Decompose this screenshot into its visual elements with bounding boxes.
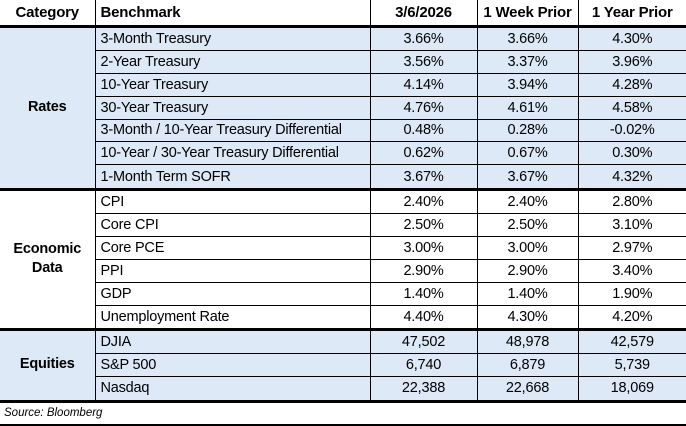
value-year-prior: -0.02% [578,119,686,142]
value-week-prior: 4.30% [477,305,578,329]
benchmark-cell: 2-Year Treasury [95,50,370,73]
value-current: 3.66% [370,26,477,50]
table-row [0,96,686,119]
table-row [0,236,686,259]
value-current: 0.62% [370,142,477,165]
value-year-prior: 4.30% [578,26,686,50]
value-year-prior: 3.96% [578,50,686,73]
benchmark-cell: S&P 500 [95,354,370,377]
value-week-prior: 48,978 [477,329,578,353]
table-row [0,377,686,401]
value-year-prior: 2.80% [578,189,686,213]
column-header-benchmark: Benchmark [95,0,370,26]
column-header-current-date: 3/6/2026 [370,0,477,26]
table-row [0,50,686,73]
table-row [0,142,686,165]
column-header-category: Category [15,3,79,21]
benchmark-cell: 10-Year Treasury [95,73,370,96]
value-year-prior: 4.32% [578,165,686,189]
value-week-prior: 2.90% [477,259,578,282]
category-cell-economic-data: Economic Data [0,189,95,329]
benchmark-cell: 3-Month Treasury [95,26,370,50]
benchmark-cell: 1-Month Term SOFR [95,165,370,189]
value-current: 3.56% [370,50,477,73]
value-year-prior: 3.10% [578,213,686,236]
value-week-prior: 3.37% [477,50,578,73]
value-week-prior: 3.66% [477,26,578,50]
table-row [0,26,686,50]
value-year-prior: 4.58% [578,96,686,119]
value-current: 6,740 [370,354,477,377]
value-week-prior: 6,879 [477,354,578,377]
value-year-prior: 18,069 [578,377,686,401]
table-row [0,305,686,329]
value-year-prior: 0.30% [578,142,686,165]
value-year-prior: 4.28% [578,73,686,96]
benchmark-cell: Core CPI [95,213,370,236]
table-row [0,73,686,96]
value-week-prior: 3.00% [477,236,578,259]
value-week-prior: 22,668 [477,377,578,401]
table-header-row [0,0,686,26]
benchmark-cell: DJIA [95,329,370,353]
table-row [0,213,686,236]
table-row [0,119,686,142]
table-row [0,282,686,305]
benchmark-cell: Core PCE [95,236,370,259]
value-year-prior: 4.20% [578,305,686,329]
benchmark-cell: 30-Year Treasury [95,96,370,119]
source-row [0,401,686,425]
table-row [0,329,686,353]
value-year-prior: 42,579 [578,329,686,353]
value-week-prior: 1.40% [477,282,578,305]
value-year-prior: 5,739 [578,354,686,377]
table-row [0,354,686,377]
value-current: 3.00% [370,236,477,259]
value-current: 47,502 [370,329,477,353]
benchmark-cell: GDP [95,282,370,305]
value-current: 2.50% [370,213,477,236]
value-week-prior: 3.94% [477,73,578,96]
value-current: 4.76% [370,96,477,119]
table-row [0,259,686,282]
benchmark-cell: CPI [95,189,370,213]
category-cell-equities: Equities [0,329,95,401]
benchmark-cell: 10-Year / 30-Year Treasury Differential [95,142,370,165]
benchmark-cell: PPI [95,259,370,282]
value-current: 22,388 [370,377,477,401]
value-week-prior: 2.50% [477,213,578,236]
value-year-prior: 3.40% [578,259,686,282]
value-current: 2.90% [370,259,477,282]
value-current: 4.14% [370,73,477,96]
value-current: 4.40% [370,305,477,329]
benchmark-cell: Nasdaq [95,377,370,401]
value-current: 3.67% [370,165,477,189]
value-current: 0.48% [370,119,477,142]
value-year-prior: 2.97% [578,236,686,259]
value-week-prior: 0.28% [477,119,578,142]
category-cell-rates: Rates [0,26,95,189]
value-year-prior: 1.90% [578,282,686,305]
value-week-prior: 2.40% [477,189,578,213]
value-week-prior: 4.61% [477,96,578,119]
table-row [0,189,686,213]
source-note: Source: Bloomberg [4,407,103,420]
benchmark-cell: 3-Month / 10-Year Treasury Differential [95,119,370,142]
benchmark-cell: Unemployment Rate [95,305,370,329]
value-current: 1.40% [370,282,477,305]
column-header-week-prior: 1 Week Prior [477,0,578,26]
value-week-prior: 3.67% [477,165,578,189]
value-week-prior: 0.67% [477,142,578,165]
column-header-year-prior: 1 Year Prior [578,0,686,26]
value-current: 2.40% [370,189,477,213]
table-row [0,165,686,189]
